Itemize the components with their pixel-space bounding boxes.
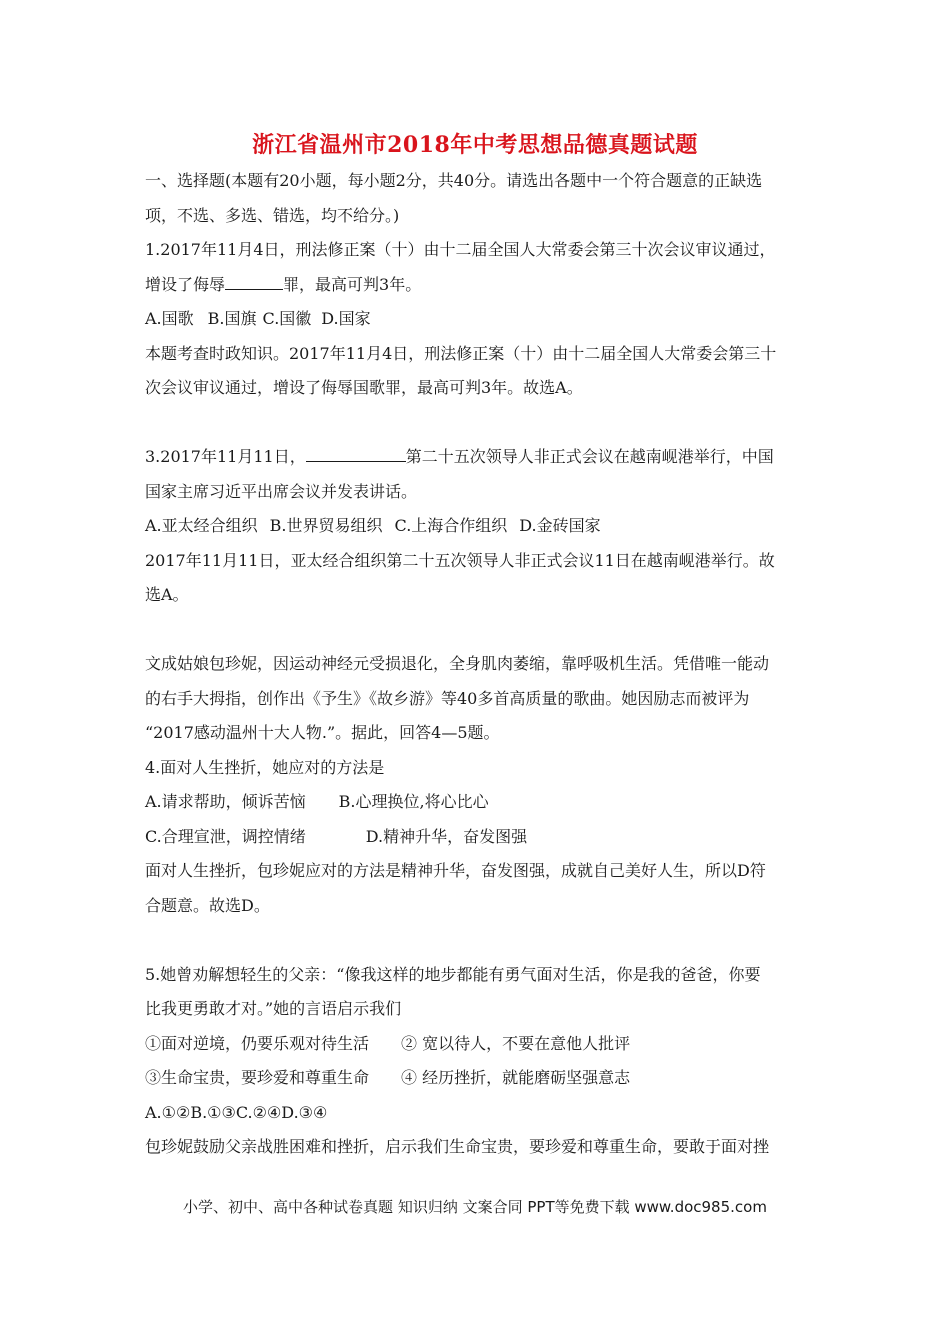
q3-stem-post: 第二十五次领导人非正式会议在越南岘港举行，中国 [405,447,774,466]
material-line2: 的右手大拇指，创作出《予生》《故乡游》等40多首高质量的歌曲。她因励志而被评为 [145,688,750,708]
q4-stem: 4.面对人生挫折，她应对的方法是 [145,757,385,777]
q3-option-d: D.金砖国家 [519,516,601,535]
q1-option-a: A.国歌 [145,309,194,328]
q4-option-d: D.精神升华，奋发图强 [365,826,528,846]
q3-stem-line1 [145,440,815,475]
q1-analysis-line1: 本题考查时政知识。2017年11月4日，刑法修正案（十）由十二届全国人大常委会第三十 [145,343,777,363]
q1-options [145,302,815,337]
q3-stem-line2: 国家主席习近平出席会议并发表讲话。 [145,481,418,501]
q5-items-row1 [145,1027,815,1062]
q1-option-c: C.国徽 [262,309,312,328]
q5-item-3: ③生命宝贵，要珍爱和尊重生命 [145,1068,370,1087]
q5-item-1: ①面对逆境，仍要乐观对待生活 [145,1033,370,1053]
q3-analysis-line2: 选A。 [145,585,189,604]
q3-answer-blank [306,443,406,462]
q5-stem-line2: 比我更勇敢才对。”她的言语启示我们 [145,999,402,1018]
q5-item-4: ④ 经历挫折，就能磨砺坚强意志 [401,1068,631,1087]
q1-stem-line2 [145,268,815,303]
q1-option-b: B.国旗 [207,309,257,328]
q3-option-b: B.世界贸易组织 [269,516,383,535]
q3-options [145,509,815,544]
q3-stem-pre: 3.2017年11月11日， [145,447,306,466]
section-instructions-line2: 项，不选、多选、错选，均不给分。) [145,205,400,225]
page-title: 浙江省温州市2018年中考思想品德真题试题 [252,132,698,158]
exam-content [145,164,815,1165]
q3-analysis-line1: 2017年11月11日，亚太经合组织第二十五次领导人非正式会议11日在越南岘港举行。故 [145,550,775,570]
q5-analysis-line1: 包珍妮鼓励父亲战胜困难和挫折，启示我们生命宝贵，要珍爱和尊重生命，要敢于面对挫 [145,1137,770,1156]
q4-option-a: A.请求帮助，倾诉苦恼 [145,792,306,811]
q1-stem-line1: 1.2017年11月4日，刑法修正案（十）由十二届全国人大常委会第三十次会议审议通过， [145,240,776,259]
q3-option-a: A.亚太经合组织 [145,516,258,535]
q5-items-row2 [145,1061,815,1096]
q5-item-2: ② 宽以待人，不要在意他人批评 [401,1033,631,1053]
material-line1: 文成姑娘包珍妮，因运动神经元受损退化，全身肌肉萎缩，靠呼吸机生活。凭借唯一能动 [145,654,770,673]
q3-option-c: C.上海合作组织 [394,516,508,535]
q4-analysis-line1: 面对人生挫折，包珍妮应对的方法是精神升华，奋发图强，成就自己美好人生，所以D符 [145,861,766,880]
q5-stem-line1: 5.她曾劝解想轻生的父亲：“像我这样的地步都能有勇气面对生活，你是我的爸爸，你要 [145,964,761,984]
q4-analysis-line2: 合题意。故选D。 [145,895,270,915]
q5-options: A.①②B.①③C.②④D.③④ [145,1102,328,1122]
q4-options-row2 [145,820,815,855]
q1-analysis-line2: 次会议审议通过，增设了侮辱国歌罪，最高可判3年。故选A。 [145,378,583,397]
section-instructions-line1: 一、选择题(本题有20小题，每小题2分，共40分。请选出各题中一个符合题意的正缺选 [145,171,763,190]
material-line3: “2017感动温州十大人物.”。据此，回答4—5题。 [145,723,500,742]
q1-stem-post: 罪，最高可判3年。 [283,274,422,294]
page-footer: 小学、初中、高中各种试卷真题 知识归纳 文案合同 PPT等免费下载 www.doc985.com [183,1198,767,1216]
q4-options-row1 [145,785,815,820]
q1-option-d: D.国家 [321,309,371,328]
q1-stem-pre: 增设了侮辱 [145,274,226,294]
q1-answer-blank [225,271,283,290]
q4-option-c: C.合理宣泄，调控情绪 [145,826,306,846]
q4-option-b: B.心理换位,将心比心 [338,792,489,811]
